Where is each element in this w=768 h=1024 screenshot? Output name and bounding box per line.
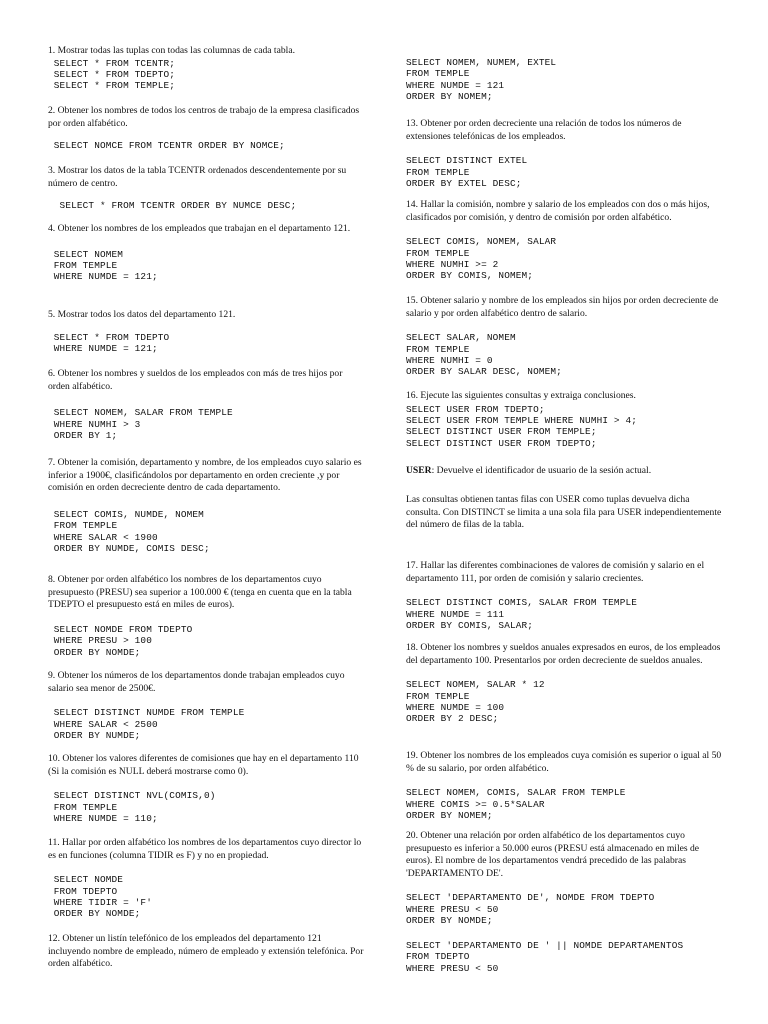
exercise-13 <box>406 118 726 189</box>
question-text: 13. Obtener por orden decreciente una relación de todos los números de extensiones telefónicas de los empleados. <box>406 118 682 142</box>
sql-code: SELECT * FROM TCENTR ORDER BY NUMCE DESC; <box>48 200 297 212</box>
question-text: 15. Obtener salario y nombre de los empleados sin hijos por orden decreciente de salario y por orden alfabético dentro de salario. <box>406 295 719 319</box>
question-text: 5. Mostrar todos los datos del departamento 121. <box>48 309 236 320</box>
exercise-4 <box>48 223 366 283</box>
question-text: 8. Obtener por orden alfabético los nombres de los departamentos cuyo presupuesto (PRESU) sea superior a 100.000 € (tenga en cuenta que en la tabla TDEPTO el presupuesto está en miles de euros). <box>48 574 352 611</box>
exercise-11 <box>48 837 366 920</box>
sql-code: SELECT NOMDE FROM TDEPTO WHERE TIDIR = 'F' ORDER BY NOMDE; <box>53 874 152 920</box>
exercise-10 <box>48 753 366 824</box>
conclusion-text: Las consultas obtienen tantas filas con USER como tuplas devuelva dicha consulta. Con DISTINCT se limita a una sola fila para USER independientemente del número de filas de la tabla. <box>406 494 722 531</box>
question-text: 3. Mostrar los datos de la tabla TCENTR ordenados descendentemente por su número de centro. <box>48 165 347 189</box>
exercise-12-code <box>406 57 726 103</box>
question-text: 4. Obtener los nombres de los empleados que trabajan en el departamento 121. <box>48 223 351 234</box>
exercise-19 <box>406 750 726 821</box>
question-text: 7. Obtener la comisión, departamento y nombre, de los empleados cuyo salario es inferior a 1900€, clasificándolos por departamento en orden creciente ,y por comisión en orden decreciente dentro de cada departamento. <box>48 457 362 494</box>
sql-code: SELECT DISTINCT COMIS, SALAR FROM TEMPLE WHERE NUMDE = 111 ORDER BY COMIS, SALAR; <box>406 597 638 631</box>
question-text: 12. Obtener un listín telefónico de los empleados del departamento 121 incluyendo nombre de empleado, número de empleado y extensión telefónica. Por orden alfabético. <box>48 933 364 970</box>
exercise-16 <box>406 390 726 449</box>
exercise-9 <box>48 670 366 741</box>
question-text: 11. Hallar por orden alfabético los nombres de los departamentos cuyo director lo es en funciones (columna TIDIR es F) y no en propiedad. <box>48 837 362 861</box>
sql-code: SELECT DISTINCT EXTEL FROM TEMPLE ORDER BY EXTEL DESC; <box>406 155 528 189</box>
sql-code: SELECT NOMDE FROM TDEPTO WHERE PRESU > 100 ORDER BY NOMDE; <box>53 623 193 658</box>
note-text: : Devuelve el identificador de usuario de la sesión actual. <box>431 465 652 476</box>
question-text: 19. Obtener los nombres de los empleados cuya comisión es superior o igual al 50 % de su salario, por orden alfabético. <box>406 750 722 774</box>
sql-code: SELECT DISTINCT NVL(COMIS,0) FROM TEMPLE WHERE NUMDE = 110; <box>53 790 216 824</box>
question-text: 1. Mostrar todas las tuplas con todas las columnas de cada tabla. <box>48 45 295 56</box>
exercise-18 <box>406 642 726 725</box>
exercise-20 <box>406 830 726 927</box>
sql-code: SELECT DISTINCT NUMDE FROM TEMPLE WHERE SALAR < 2500 ORDER BY NUMDE; <box>53 707 245 741</box>
sql-code: SELECT NOMEM, SALAR * 12 FROM TEMPLE WHERE NUMDE = 100 ORDER BY 2 DESC; <box>406 679 545 725</box>
sql-code: SELECT * FROM TDEPTO WHERE NUMDE = 121; <box>53 331 170 354</box>
sql-code: SELECT 'DEPARTAMENTO DE', NOMDE FROM TDEPTO WHERE PRESU < 50 ORDER BY NOMDE; <box>406 892 655 927</box>
exercise-20-alt <box>406 940 726 974</box>
conclusion-paragraph <box>406 494 726 532</box>
question-text: 9. Obtener los números de los departamentos donde trabajan empleados cuyo salario sea menor de 2500€. <box>48 670 345 694</box>
question-text: 6. Obtener los nombres y sueldos de los empleados con más de tres hijos por orden alfabético. <box>48 368 343 392</box>
keyword-user: USER <box>406 465 432 476</box>
exercise-12 <box>48 933 366 971</box>
sql-code: SELECT NOMEM FROM TEMPLE WHERE NUMDE = 121; <box>53 248 158 283</box>
exercise-17 <box>406 560 726 631</box>
sql-code: SELECT NOMEM, NUMEM, EXTEL FROM TEMPLE WHERE NUMDE = 121 ORDER BY NOMEM; <box>406 57 557 103</box>
exercise-3 <box>48 165 366 212</box>
question-text: 17. Hallar las diferentes combinaciones de valores de comisión y salario en el departamento 111, por orden de comisión y salario crecientes. <box>406 560 705 584</box>
question-text: 16. Ejecute las siguientes consultas y extraiga conclusiones. <box>406 390 636 401</box>
sql-code: SELECT COMIS, NUMDE, NOMEM FROM TEMPLE WHERE SALAR < 1900 ORDER BY NUMDE, COMIS DESC; <box>53 508 210 554</box>
sql-code: SELECT 'DEPARTAMENTO DE ' || NOMDE DEPARTAMENTOS FROM TDEPTO WHERE PRESU < 50 <box>406 940 684 974</box>
question-text: 10. Obtener los valores diferentes de comisiones que hay en el departamento 110 (Si la comisión es NULL deberá mostrarse como 0). <box>48 753 359 777</box>
question-text: 20. Obtener una relación por orden alfabético de los departamentos cuyo presupuesto es inferior a 50.000 euros (PRESU está almacenado en miles de euros). El nombre de los departamentos vendrá precedido de las palabras 'DEPARTAMENTO DE'. <box>406 830 700 879</box>
exercise-7 <box>48 457 366 554</box>
exercise-5 <box>48 309 366 354</box>
exercise-2 <box>48 105 366 152</box>
exercise-14 <box>406 199 726 282</box>
sql-code: SELECT NOMEM, COMIS, SALAR FROM TEMPLE WHERE COMIS >= 0.5*SALAR ORDER BY NOMEM; <box>406 787 626 821</box>
user-note <box>406 465 726 478</box>
exercise-6 <box>48 368 366 441</box>
sql-code: SELECT * FROM TCENTR; SELECT * FROM TDEPTO; SELECT * FROM TEMPLE; <box>53 57 176 92</box>
sql-code: SELECT USER FROM TDEPTO; SELECT USER FROM TEMPLE WHERE NUMHI > 4; SELECT DISTINCT USER FROM TEMPLE; SELECT DISTINCT USER FROM TDEPTO; <box>406 403 638 449</box>
exercise-1 <box>48 45 366 92</box>
question-text: 14. Hallar la comisión, nombre y salario de los empleados con dos o más hijos, clasificados por comisión, y dentro de comisión por orden alfabético. <box>406 199 710 223</box>
question-text: 2. Obtener los nombres de todos los centros de trabajo de la empresa clasificados por orden alfabético. <box>48 105 360 129</box>
exercise-8 <box>48 574 366 658</box>
sql-code: SELECT SALAR, NOMEM FROM TEMPLE WHERE NUMHI = 0 ORDER BY SALAR DESC, NOMEM; <box>406 332 562 378</box>
sql-code: SELECT NOMCE FROM TCENTR ORDER BY NOMCE; <box>48 140 285 152</box>
exercise-15 <box>406 295 726 378</box>
sql-code: SELECT COMIS, NOMEM, SALAR FROM TEMPLE WHERE NUMHI >= 2 ORDER BY COMIS, NOMEM; <box>406 236 557 282</box>
sql-code: SELECT NOMEM, SALAR FROM TEMPLE WHERE NUMHI > 3 ORDER BY 1; <box>53 407 233 441</box>
question-text: 18. Obtener los nombres y sueldos anuales expresados en euros, de los empleados del departamento 100. Presentarlos por orden decreciente de sueldos anuales. <box>406 642 721 666</box>
